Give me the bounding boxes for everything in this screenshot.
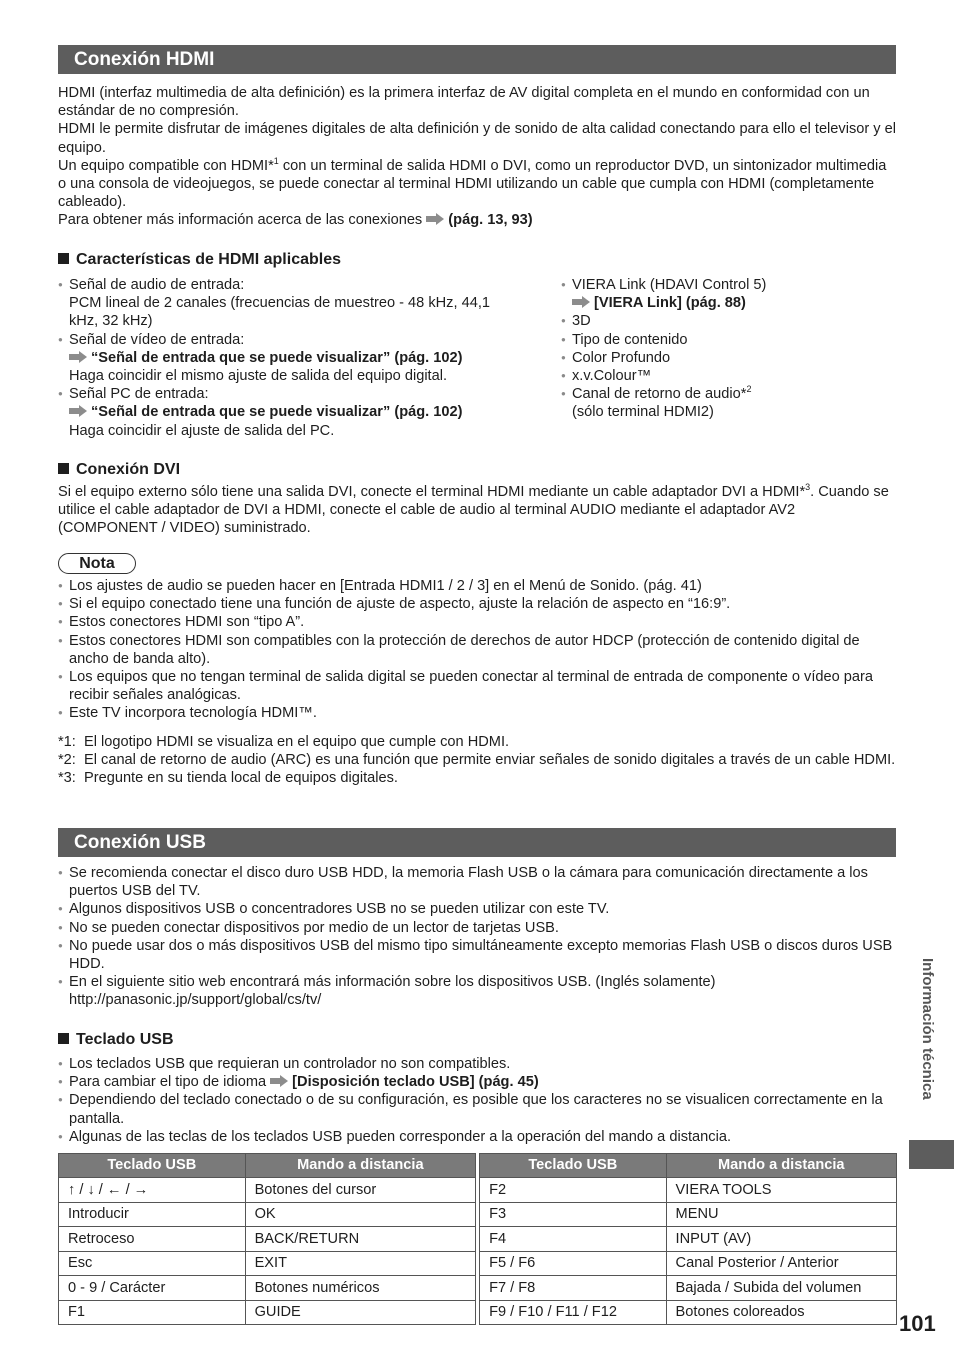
list-item: ● En el siguiente sitio web encontrará más información sobre los dispositivos USB. (Inglés solamente) http://panasonic.jp/support/global/cs/tv/ [58,973,898,1009]
hdmi-intro-paragraph-4: Para obtener más información acerca de las conexiones (pág. 13, 93) [58,212,533,229]
hdmi-features-heading: Características de HDMI aplicables [58,251,341,269]
dvi-heading: Conexión DVI [58,461,180,479]
section-side-label: Información técnica [919,958,936,1100]
list-item: ● No puede usar dos o más dispositivos USB del mismo tipo simultáneamente excepto memorias Flash USB o discos duros USB HDD. [58,937,898,973]
footnote: *1: El logotipo HDMI se visualiza en el equipo que cumple con HDMI. [58,734,510,750]
arrow-right-icon [572,296,590,308]
table-cell: Bajada / Subida del volumen [666,1276,896,1301]
list-item: ● Señal de vídeo de entrada: “Señal de entrada que se puede visualizar” (pág. 102) Haga coincidir el mismo ajuste de salida del equipo digital. [58,331,503,386]
arrow-right-icon [426,213,444,225]
hdmi-intro-paragraph-3: Un equipo compatible con HDMI*$^1$ con un terminal de salida HDMI o DVI, como un reproductor DVD, un sintonizador multimedia o una consola de videojuegos, se puede conectar al terminal HDMI utilizando un cable que cumpla con HDMI (completamente cableado). [58,155,887,211]
table-cell: F9 / F10 / F11 / F12 [480,1300,666,1325]
table-row [59,1227,897,1252]
square-bullet-icon [58,253,69,264]
list-item: ● Estos conectores HDMI son “tipo A”. [58,613,898,631]
table-cell: 0 - 9 / Carácter [59,1276,246,1301]
table-cell: Retroceso [59,1227,246,1252]
square-bullet-icon [58,463,69,474]
list-item: ● Estos conectores HDMI son compatibles con la protección de derechos de autor HDCP (protección de contenido digital de ancho de banda alto). [58,632,898,668]
list-item: ● Tipo de contenido [561,331,881,349]
table-cell: VIERA TOOLS [666,1178,896,1203]
list-item: ● x.v.Colour™ [561,367,881,385]
table-cell: MENU [666,1202,896,1227]
hdmi-intro-paragraph-1: HDMI (interfaz multimedia de alta definición) es la primera interfaz de AV digital completa en el mundo en conformidad con un estándar de no compresión. [58,85,870,120]
arrow-right-icon [69,351,87,363]
table-cell: F2 [480,1178,666,1203]
table-cell: F4 [480,1227,666,1252]
table-cell: Esc [59,1251,246,1276]
hdmi-section-title: Conexión HDMI [58,45,896,74]
footnotes [58,733,898,788]
list-item: ● Este TV incorpora tecnología HDMI™. [58,704,898,722]
table-cell: Canal Posterior / Anterior [666,1251,896,1276]
table-header-row [59,1154,897,1178]
table-cell: OK [245,1202,476,1227]
column-header: Mando a distancia [245,1154,476,1178]
table-cell: ↑ / ↓ / ← / → [59,1178,246,1203]
list-item: ● No se pueden conectar dispositivos por medio de un lector de tarjetas USB. [58,919,898,937]
table-cell: BACK/RETURN [245,1227,476,1252]
list-item: ● 3D [561,312,881,330]
footnote: *3: Pregunte en su tienda local de equipos digitales. [58,770,398,787]
list-item: ● Si el equipo conectado tiene una función de ajuste de aspecto, ajuste la relación de aspecto en “16:9”. [58,595,898,613]
table-cell: Botones del cursor [245,1178,476,1203]
arrow-right-icon [69,405,87,417]
nota-list [58,577,898,723]
table-row [59,1251,897,1276]
page-number: 101 [899,1311,936,1336]
table-cell: GUIDE [245,1300,476,1325]
list-item: ● VIERA Link (HDAVI Control 5) [VIERA Link] (pág. 88) [561,276,881,312]
square-bullet-icon [58,1033,69,1044]
list-item: ● Para cambiar el tipo de idioma [Disposición teclado USB] (pág. 45) [58,1073,898,1091]
table-cell: EXIT [245,1251,476,1276]
table-cell: Botones coloreados [666,1300,896,1325]
arrow-right-icon [270,1075,288,1087]
list-item: ● Color Profundo [561,349,881,367]
keyboard-mapping-table [58,1153,897,1325]
table-cell: Introducir [59,1202,246,1227]
hdmi-intro [58,84,898,230]
list-item: ● Los teclados USB que requieran un controlador no son compatibles. [58,1055,898,1073]
column-header: Teclado USB [59,1154,246,1178]
nota-label: Nota [58,553,136,574]
list-item: ● Dependiendo del teclado conectado o de su configuración, es posible que los caracteres no se visualicen correctamente en la pantalla. [58,1091,898,1127]
section-side-tab [909,1140,954,1169]
table-row [59,1300,897,1325]
hdmi-features-left [58,276,503,440]
list-item: ● Canal de retorno de audio*$^2$ (sólo terminal HDMI2) [561,385,881,421]
table-row [59,1276,897,1301]
list-item: ● Algunos dispositivos USB o concentradores USB no se pueden utilizar con este TV. [58,900,898,918]
list-item: ● Señal PC de entrada: “Señal de entrada que se puede visualizar” (pág. 102) Haga coincidir el ajuste de salida del PC. [58,385,503,440]
column-header: Mando a distancia [666,1154,896,1178]
list-item: ● Los equipos que no tengan terminal de salida digital se pueden conectar al terminal de entrada de componente o vídeo para recibir señales analógicas. [58,668,898,704]
hdmi-features-right [561,276,881,422]
hdmi-intro-paragraph-2: HDMI le permite disfrutar de imágenes digitales de alta definición y de sonido de alta calidad conectando para ello el televisor y el equipo. [58,121,896,156]
table-cell: F1 [59,1300,246,1325]
list-item: ● Los ajustes de audio se pueden hacer en [Entrada HDMI1 / 2 / 3] en el Menú de Sonido. (pág. 41) [58,577,898,595]
dvi-text: Si el equipo externo sólo tiene una salida DVI, conecte el terminal HDMI mediante un cable adaptador DVI a HDMI*$^3$. Cuando se utilice el cable adaptador de DVI a HDMI, conecte el cable de audio al terminal AUDIO mediante el adaptador AV2 (COMPONENT / VIDEO) suministrado. [58,482,889,537]
table-cell: Botones numéricos [245,1276,476,1301]
table-cell: F7 / F8 [480,1276,666,1301]
usb-section-title: Conexión USB [58,828,896,857]
list-item: ● Se recomienda conectar el disco duro USB HDD, la memoria Flash USB o la cámara para comunicación directamente a los puertos USB del TV. [58,864,898,900]
usb-list [58,864,898,1010]
footnote: *2: El canal de retorno de audio (ARC) es una función que permite enviar señales de sonido digitales a través de un cable HDMI. [58,752,896,769]
table-row [59,1202,897,1227]
column-header: Teclado USB [480,1154,666,1178]
list-item: ● Señal de audio de entrada: PCM lineal de 2 canales (frecuencias de muestreo - 48 kHz, 44,1 kHz, 32 kHz) [58,276,503,331]
support-url: http://panasonic.jp/support/global/cs/tv/ [69,992,322,1009]
table-cell: F3 [480,1202,666,1227]
list-item: ● Algunas de las teclas de los teclados USB pueden corresponder a la operación del mando a distancia. [58,1128,898,1146]
table-cell: INPUT (AV) [666,1227,896,1252]
usb-keyboard-heading: Teclado USB [58,1031,174,1049]
table-cell: F5 / F6 [480,1251,666,1276]
usb-keyboard-list [58,1055,898,1146]
table-row [59,1178,897,1203]
